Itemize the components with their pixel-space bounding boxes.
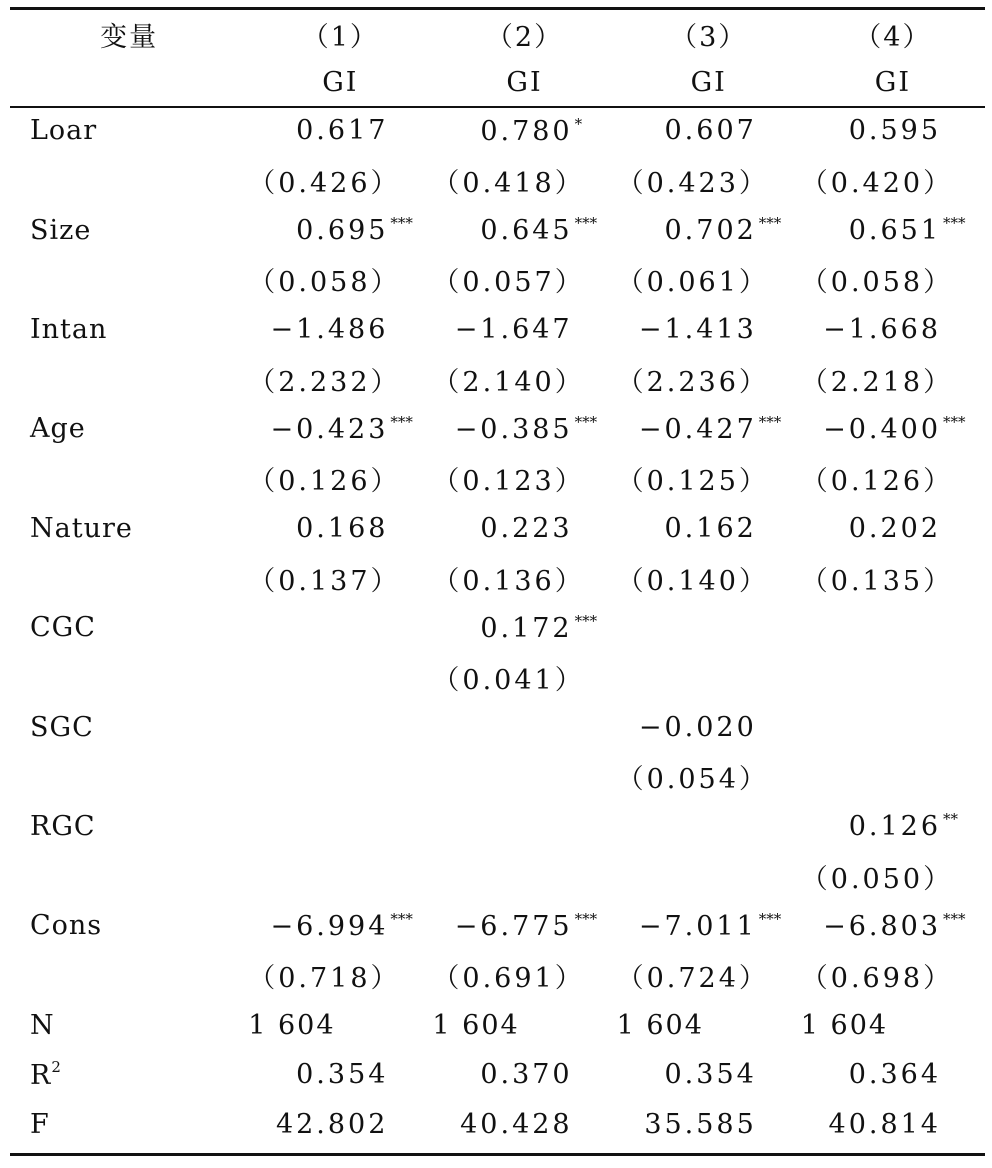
- cell-value: （0.050）: [800, 863, 954, 895]
- standard-error-cell: [617, 951, 801, 1001]
- significance-stars: *: [574, 114, 583, 133]
- cell-value: −6.775: [454, 910, 573, 942]
- cell-value: −7.011: [638, 910, 757, 942]
- coefficient-cell: [432, 205, 616, 255]
- cell-value: 35.585: [644, 1109, 757, 1141]
- coefficient-cell: [248, 504, 432, 554]
- cell-value: 0.354: [296, 1059, 389, 1091]
- observations-cell: 1 604: [432, 1009, 520, 1041]
- coefficient-cell: [617, 305, 801, 355]
- observations-row: [10, 1000, 985, 1050]
- row-label: Nature: [30, 512, 133, 544]
- column-number: （4）: [854, 21, 932, 53]
- cell-value: 0.162: [664, 512, 757, 544]
- standard-error-cell: [801, 354, 985, 404]
- dependent-variable: GI: [322, 66, 359, 98]
- row-label: Cons: [30, 910, 103, 942]
- standard-error-cell: [617, 653, 801, 703]
- coefficient-row: [10, 802, 985, 852]
- standard-error-cell: [432, 851, 616, 901]
- cell-value: （0.136）: [432, 565, 585, 597]
- cell-value: 0.126: [848, 811, 941, 843]
- cell-value: （0.691）: [432, 963, 585, 995]
- cell-value: 0.651: [848, 215, 941, 247]
- row-label: [10, 354, 248, 404]
- row-label: Intan: [30, 314, 108, 346]
- column-number: （3）: [670, 21, 748, 53]
- coefficient-row: [10, 603, 985, 653]
- r-squared-cell: [432, 1050, 616, 1100]
- cell-value: 0.202: [848, 512, 941, 544]
- r-label: R: [30, 1060, 52, 1092]
- significance-stars: **: [943, 810, 958, 829]
- cell-value: （0.057）: [432, 267, 585, 299]
- cell-value: （0.418）: [432, 168, 585, 200]
- f-statistic-row: [10, 1100, 985, 1150]
- standard-error-cell: [432, 354, 616, 404]
- significance-stars: ***: [943, 214, 966, 233]
- coefficient-cell: [617, 901, 801, 951]
- standard-error-cell: [801, 553, 985, 603]
- cell-value: −1.647: [454, 314, 573, 346]
- coefficient-cell: [617, 802, 801, 852]
- cell-value: −0.385: [454, 413, 573, 445]
- cell-value: （0.724）: [616, 963, 769, 995]
- standard-error-cell: [432, 951, 616, 1001]
- cell-value: （0.423）: [616, 168, 769, 200]
- cell-value: （0.426）: [248, 168, 401, 200]
- coefficient-cell: [801, 802, 985, 852]
- standard-error-cell: [432, 553, 616, 603]
- cell-value: −0.423: [270, 413, 389, 445]
- cell-value: 40.814: [828, 1109, 941, 1141]
- row-label: Age: [30, 413, 86, 445]
- row-label: SGC: [30, 711, 94, 743]
- standard-error-row: [10, 553, 985, 603]
- cell-value: （0.126）: [248, 466, 401, 498]
- standard-error-cell: [248, 255, 432, 305]
- row-label: Size: [30, 214, 92, 246]
- coefficient-cell: [617, 702, 801, 752]
- cell-value: 0.168: [296, 512, 389, 544]
- coefficient-cell: [801, 404, 985, 454]
- standard-error-cell: [432, 653, 616, 703]
- coefficient-cell: [432, 901, 616, 951]
- f-statistic-cell: [248, 1100, 432, 1150]
- row-label: [10, 1050, 248, 1100]
- cell-value: 0.370: [480, 1059, 573, 1091]
- cell-value: 40.428: [460, 1109, 573, 1141]
- row-label: [10, 951, 248, 1001]
- header-row-numbers: [10, 10, 985, 58]
- standard-error-cell: [617, 255, 801, 305]
- row-label: [10, 851, 248, 901]
- significance-stars: ***: [943, 909, 966, 928]
- row-label: [10, 752, 248, 802]
- standard-error-cell: [617, 752, 801, 802]
- significance-stars: ***: [943, 412, 966, 431]
- coefficient-cell: [617, 106, 801, 156]
- cell-value: （0.061）: [616, 267, 769, 299]
- coefficient-cell: [432, 504, 616, 554]
- r-squared-cell: [248, 1050, 432, 1100]
- standard-error-row: [10, 951, 985, 1001]
- standard-error-cell: [801, 851, 985, 901]
- significance-stars: ***: [390, 909, 413, 928]
- r-squared-cell: [801, 1050, 985, 1100]
- cell-value: （0.420）: [800, 168, 954, 200]
- cell-value: 42.802: [275, 1109, 389, 1141]
- r-squared-row: [10, 1050, 985, 1100]
- cell-value: 0.354: [664, 1059, 757, 1091]
- cell-value: −1.486: [270, 314, 389, 346]
- coefficient-cell: [248, 205, 432, 255]
- coefficient-cell: [248, 702, 432, 752]
- significance-stars: ***: [390, 412, 413, 431]
- cell-value: （0.058）: [800, 267, 954, 299]
- coefficient-cell: [801, 504, 985, 554]
- coefficient-cell: [248, 603, 432, 653]
- significance-stars: ***: [758, 214, 782, 233]
- cell-value: 0.607: [664, 115, 757, 147]
- standard-error-cell: [801, 653, 985, 703]
- standard-error-cell: [617, 354, 801, 404]
- coefficient-cell: [248, 305, 432, 355]
- cell-value: （0.698）: [800, 963, 954, 995]
- significance-stars: ***: [574, 611, 598, 630]
- dependent-variable: GI: [506, 66, 543, 98]
- coefficient-cell: [801, 106, 985, 156]
- cell-value: （0.135）: [800, 565, 954, 597]
- standard-error-cell: [801, 752, 985, 802]
- coefficient-cell: [801, 901, 985, 951]
- coefficient-cell: [617, 603, 801, 653]
- standard-error-cell: [801, 951, 985, 1001]
- cell-value: 0.645: [480, 215, 573, 247]
- r-squared-cell: [617, 1050, 801, 1100]
- cell-value: （0.123）: [432, 466, 585, 498]
- coefficient-row: [10, 305, 985, 355]
- cell-value: 0.364: [848, 1059, 941, 1091]
- cell-value: 0.780: [480, 115, 573, 147]
- standard-error-cell: [617, 851, 801, 901]
- standard-error-cell: [617, 454, 801, 504]
- coefficient-cell: [248, 802, 432, 852]
- coefficient-row: [10, 205, 985, 255]
- coefficient-row: [10, 404, 985, 454]
- row-label: [10, 454, 248, 504]
- standard-error-row: [10, 255, 985, 305]
- cell-value: −6.994: [270, 910, 389, 942]
- row-label: [10, 156, 248, 206]
- standard-error-cell: [801, 255, 985, 305]
- standard-error-row: [10, 454, 985, 504]
- significance-stars: ***: [574, 909, 598, 928]
- standard-error-cell: [248, 454, 432, 504]
- coefficient-row: [10, 702, 985, 752]
- cell-value: −0.020: [638, 711, 757, 743]
- coefficient-row: [10, 901, 985, 951]
- cell-value: −0.400: [823, 413, 941, 445]
- coefficient-cell: [432, 106, 616, 156]
- standard-error-cell: [248, 951, 432, 1001]
- coefficient-cell: [801, 305, 985, 355]
- observations-cell: 1 604: [248, 1009, 336, 1041]
- row-label: [10, 653, 248, 703]
- standard-error-row: [10, 653, 985, 703]
- f-statistic-cell: [801, 1100, 985, 1150]
- cell-value: （0.137）: [248, 565, 401, 597]
- cell-value: （2.232）: [248, 366, 401, 398]
- row-label: [10, 553, 248, 603]
- cell-value: （0.058）: [248, 267, 401, 299]
- coefficient-cell: [248, 106, 432, 156]
- column-number: （2）: [485, 21, 564, 53]
- cell-value: （0.140）: [616, 565, 769, 597]
- coefficient-cell: [432, 802, 616, 852]
- row-label: CGC: [30, 612, 96, 644]
- coefficient-cell: [617, 404, 801, 454]
- standard-error-cell: [248, 851, 432, 901]
- standard-error-row: [10, 156, 985, 206]
- cell-value: −1.668: [823, 314, 941, 346]
- coefficient-row: [10, 106, 985, 156]
- cell-value: 0.617: [296, 115, 389, 147]
- cell-value: （2.218）: [800, 366, 954, 398]
- cell-value: （0.718）: [248, 963, 401, 995]
- coefficient-cell: [432, 305, 616, 355]
- standard-error-cell: [801, 454, 985, 504]
- cell-value: （2.140）: [432, 366, 585, 398]
- standard-error-cell: [432, 156, 616, 206]
- standard-error-cell: [617, 553, 801, 603]
- cell-value: （2.236）: [616, 366, 769, 398]
- cell-value: 0.702: [664, 215, 757, 247]
- standard-error-row: [10, 851, 985, 901]
- coefficient-cell: [801, 205, 985, 255]
- cell-value: （0.126）: [800, 466, 954, 498]
- row-label: Loar: [30, 115, 98, 147]
- coefficient-row: [10, 504, 985, 554]
- coefficient-cell: [432, 702, 616, 752]
- coefficient-cell: [617, 504, 801, 554]
- standard-error-cell: [248, 354, 432, 404]
- cell-value: −1.413: [638, 314, 757, 346]
- row-label: N: [30, 1009, 55, 1041]
- standard-error-cell: [248, 553, 432, 603]
- significance-stars: ***: [758, 412, 782, 431]
- cell-value: 0.223: [480, 512, 573, 544]
- coefficient-cell: [801, 702, 985, 752]
- significance-stars: ***: [390, 214, 413, 233]
- cell-value: 0.172: [480, 612, 573, 644]
- corner-label: 变量: [100, 21, 159, 53]
- significance-stars: ***: [574, 412, 598, 431]
- cell-value: （0.125）: [616, 466, 769, 498]
- standard-error-cell: [248, 653, 432, 703]
- standard-error-cell: [248, 752, 432, 802]
- standard-error-cell: [801, 156, 985, 206]
- coefficient-cell: [432, 404, 616, 454]
- dependent-variable: GI: [874, 66, 912, 98]
- standard-error-cell: [617, 156, 801, 206]
- header-row-dependent: [10, 58, 985, 106]
- column-number: （1）: [301, 21, 379, 53]
- standard-error-row: [10, 752, 985, 802]
- f-statistic-cell: [432, 1100, 616, 1150]
- row-label: F: [30, 1109, 50, 1141]
- bottom-rule: [10, 1153, 985, 1156]
- standard-error-cell: [432, 752, 616, 802]
- coefficient-cell: [248, 901, 432, 951]
- cell-value: −0.427: [638, 413, 757, 445]
- coefficient-cell: [432, 603, 616, 653]
- significance-stars: ***: [574, 214, 598, 233]
- observations-cell: 1 604: [616, 1009, 704, 1041]
- standard-error-cell: [432, 255, 616, 305]
- coefficient-cell: [801, 603, 985, 653]
- regression-table: [10, 10, 985, 1149]
- cell-value: （0.041）: [432, 664, 585, 696]
- standard-error-cell: [432, 454, 616, 504]
- observations-cell: 1 604: [800, 1009, 889, 1041]
- r-superscript: 2: [51, 1058, 62, 1077]
- standard-error-cell: [248, 156, 432, 206]
- coefficient-cell: [617, 205, 801, 255]
- standard-error-row: [10, 354, 985, 404]
- row-label: [10, 255, 248, 305]
- row-label: RGC: [30, 810, 96, 842]
- cell-value: 0.695: [296, 215, 389, 247]
- f-statistic-cell: [617, 1100, 801, 1150]
- cell-value: （0.054）: [616, 764, 769, 796]
- coefficient-cell: [248, 404, 432, 454]
- significance-stars: ***: [758, 909, 782, 928]
- cell-value: 0.595: [848, 115, 941, 147]
- cell-value: −6.803: [823, 910, 941, 942]
- dependent-variable: GI: [690, 66, 727, 98]
